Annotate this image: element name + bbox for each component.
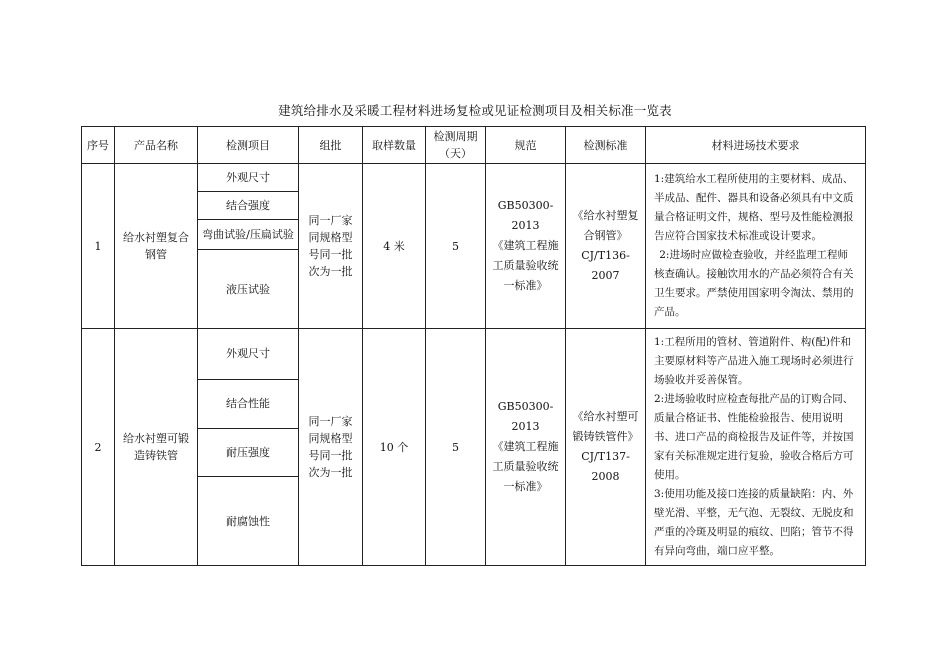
row1-product: 给水衬塑复合钢管 [115, 164, 198, 329]
row1-req-1: 1:建筑给水工程所使用的主要材料、成品、半成品、配件、器具和设备必须具有中文质量合格证明文件，规格、型号及性能检测报告应符合国家技术标准或设计要求。 [654, 173, 854, 242]
row1-item: 弯曲试验/压扁试验 [198, 220, 299, 250]
page-title: 建筑给排水及采暖工程材料进场复检或见证检测项目及相关标准一览表 [278, 103, 672, 118]
row2-item: 耐腐蚀性 [198, 477, 299, 566]
row1-item: 液压试验 [198, 250, 299, 329]
header-period-line1: 检测周期 [433, 130, 478, 143]
row2-spec-name: 《建筑工程施工质量验收统一标准》 [492, 440, 559, 493]
row1-item: 外观尺寸 [198, 164, 299, 192]
row1-requirements [646, 164, 866, 329]
row1-item: 结合强度 [198, 192, 299, 220]
header-spec: 规范 [486, 127, 566, 164]
row2-std-name: 《给水衬塑可锻铸铁管件》 [572, 410, 639, 443]
row1-batch: 同一厂家同规格型号同一批次为一批 [299, 164, 363, 329]
row1-test-std [566, 164, 646, 329]
row1-period: 5 [426, 164, 486, 329]
row2-req-2: 2:进场验收时应检查每批产品的订购合同、质量合格证书、性能检验报告、使用说明书、进口产品的商检报告及证件等，并按国家有关标准规定进行复验，验收合格后方可使用。 [654, 393, 854, 481]
row2-req-3: 3:使用功能及接口连接的质量缺陷：内、外壁光滑、平整，无气泡、无裂纹、无脱皮和严重的冷斑及明显的痕纹、凹陷；管节不得有异向弯曲，端口应平整。 [654, 488, 854, 557]
header-period-line2: （天） [439, 147, 472, 160]
row2-item: 外观尺寸 [198, 329, 299, 380]
header-sample-qty: 取样数量 [363, 127, 426, 164]
header-batch: 组批 [299, 127, 363, 164]
row2-period: 5 [426, 329, 486, 566]
header-seq: 序号 [82, 127, 115, 164]
table-row [82, 329, 866, 380]
row1-req-2: 2:进场时应做检查验收，并经监理工程师核查确认。接触饮用水的产品必须符合有关卫生要求。严禁使用国家明令淘汰、禁用的产品。 [654, 249, 854, 318]
header-product: 产品名称 [115, 127, 198, 164]
row2-product: 给水衬塑可锻造铸铁管 [115, 329, 198, 566]
table-row [82, 164, 866, 192]
row2-batch: 同一厂家同规格型号同一批次为一批 [299, 329, 363, 566]
row2-spec [486, 329, 566, 566]
row1-std-code: CJ/T136-2007 [581, 249, 630, 282]
row2-spec-code: GB50300-2013 [497, 400, 554, 433]
header-period [426, 127, 486, 164]
row1-spec [486, 164, 566, 329]
row2-req-1: 1:工程所用的管材、管道附件、构(配)件和主要原材料等产品进入施工现场时必须进行场验收并妥善保管。 [654, 336, 854, 386]
table-header-row [82, 127, 866, 164]
row2-item: 耐压强度 [198, 428, 299, 477]
header-test-std: 检测标准 [566, 127, 646, 164]
row2-test-std [566, 329, 646, 566]
row1-spec-code: GB50300-2013 [497, 199, 554, 232]
row2-std-code: CJ/T137-2008 [581, 450, 630, 483]
row1-std-name: 《给水衬塑复合钢管》 [572, 209, 639, 242]
row1-sample-qty: 4 米 [363, 164, 426, 329]
row1-spec-name: 《建筑工程施工质量验收统一标准》 [492, 239, 559, 292]
row2-requirements [646, 329, 866, 566]
header-test-items: 检测项目 [198, 127, 299, 164]
materials-table [81, 126, 866, 566]
row2-seq: 2 [82, 329, 115, 566]
header-requirements: 材料进场技术要求 [646, 127, 866, 164]
row2-item: 结合性能 [198, 379, 299, 428]
row1-seq: 1 [82, 164, 115, 329]
row2-sample-qty: 10 个 [363, 329, 426, 566]
